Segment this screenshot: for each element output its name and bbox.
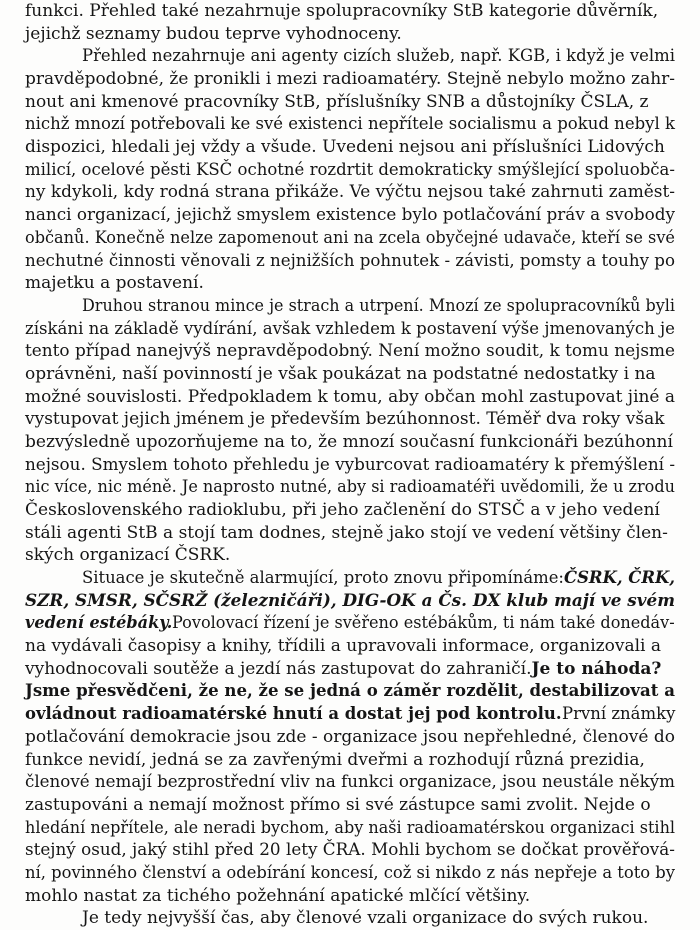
text-segment: ní, povinného členství a odebírání koncesí, což si nikdo z nás nepřeje a toto by bbox=[25, 863, 676, 883]
text-line bbox=[0, 340, 700, 362]
text-line bbox=[0, 771, 700, 793]
text-segment: milicí, ocelové pěsti KSČ ochotné rozdrtit demokraticky smýšlející spoluobča- bbox=[25, 160, 675, 180]
text-segment: Povolovací řízení je svěřeno estébákům, ti nám také donedáv- bbox=[172, 613, 675, 633]
text-segment: zastupováni a nemají možnost přímo si své zástupce sami zvolit. Nejde o bbox=[25, 795, 651, 815]
text-segment: bezvýsledně upozorňujeme na to, že mnozí současní funkcionáři bezúhonní bbox=[25, 432, 673, 452]
text-segment: oprávněni, naší povinností je však poukázat na podstatné nedostatky i na bbox=[25, 364, 656, 384]
text-segment: stáli agenti StB a stojí tam dodnes, stejně jako stojí ve vedení většiny člen- bbox=[25, 523, 668, 543]
text-segment: SZR, SMSR, SČSRŽ (železničáři), DIG-OK a Čs. DX klub mají ve svém bbox=[25, 591, 675, 611]
text-segment: nic více, nic méně. Je naprosto nutné, aby si radioamatéři uvědomili, že u zrodu bbox=[25, 477, 675, 497]
text-line bbox=[0, 635, 700, 657]
text-line bbox=[0, 567, 700, 589]
text-line bbox=[0, 749, 700, 771]
text-segment: Je to náhoda? bbox=[531, 659, 662, 679]
text-segment: ČSRK, ČRK, bbox=[563, 568, 675, 588]
text-segment: vystupovat jejich jménem je především bezúhonnost. Téměř dva roky však bbox=[25, 409, 665, 429]
text-segment: Československého radioklubu, při jeho začlenění do STSČ a v jeho vedení bbox=[25, 500, 660, 520]
text-line bbox=[0, 272, 700, 294]
text-segment: nout ani kmenové pracovníky StB, příslušníky SNB a důstojníky ČSLA, z bbox=[25, 92, 649, 112]
text-line bbox=[0, 726, 700, 748]
text-line bbox=[0, 454, 700, 476]
text-line bbox=[0, 862, 700, 884]
text-segment: občanů. Konečně nelze zapomenout ani na zcela obyčejné udavače, kteří se své bbox=[25, 228, 675, 248]
text-line bbox=[0, 794, 700, 816]
text-line bbox=[0, 113, 700, 135]
text-line bbox=[0, 839, 700, 861]
text-segment: možné souvislosti. Předpokladem k tomu, aby občan mohl zastupovat jiné a bbox=[25, 387, 676, 407]
text-line bbox=[0, 386, 700, 408]
text-line bbox=[0, 658, 700, 680]
text-line bbox=[0, 159, 700, 181]
text-line bbox=[0, 181, 700, 203]
text-line bbox=[0, 227, 700, 249]
text-segment: ovládnout radioamatérské hnutí a dostat jej pod kontrolu. bbox=[25, 704, 562, 724]
text-line bbox=[0, 363, 700, 385]
text-line bbox=[0, 318, 700, 340]
text-segment: funkci. Přehled také nezahrnuje spolupracovníky StB kategorie důvěrník, bbox=[25, 1, 659, 21]
text-line bbox=[0, 590, 700, 612]
text-segment: pravděpodobné, že pronikli i mezi radioamatéry. Stejně nebylo možno zahr- bbox=[25, 69, 676, 89]
text-segment: nichž mnozí potřebovali ke své existenci nepřítele socialismu a pokud nebyl k bbox=[25, 114, 676, 134]
text-line bbox=[0, 431, 700, 453]
text-line bbox=[0, 204, 700, 226]
text-segment: Jsme přesvědčeni, že ne, že se jedná o záměr rozdělit, destabilizovat a bbox=[25, 681, 675, 701]
text-segment: jejichž seznamy budou teprve vyhodnoceny. bbox=[25, 24, 402, 44]
text-line bbox=[0, 295, 700, 317]
text-segment: nechutné činnosti věnovali z nejnižších pohnutek - závisti, pomsty a touhy po bbox=[25, 251, 675, 271]
text-segment: členové nemají bezprostřední vliv na funkci organizace, jsou neustále někým bbox=[25, 772, 675, 792]
text-line bbox=[0, 250, 700, 272]
text-line bbox=[0, 817, 700, 839]
text-segment: dispozici, hledali jej vždy a všude. Uvedeni nejsou ani příslušníci Lidových bbox=[25, 137, 665, 157]
text-line bbox=[0, 408, 700, 430]
text-line bbox=[0, 45, 700, 67]
text-segment: ny kdykoli, kdy rodná strana přikáže. Ve výčtu nejsou také zahrnuti zaměst- bbox=[25, 182, 676, 202]
text-line bbox=[0, 499, 700, 521]
text-segment: nanci organizací, jejichž smyslem existence bylo potlačování práv a svobody bbox=[25, 205, 675, 225]
text-segment: ských organizací ČSRK. bbox=[25, 545, 231, 565]
text-segment: tento případ nanejvýš nepravděpodobný. Není možno soudit, k tomu nejsme bbox=[25, 341, 676, 361]
text-segment: Je tedy nejvyšší čas, aby členové vzali organizace do svých rukou. bbox=[82, 908, 649, 928]
text-line bbox=[0, 703, 700, 725]
text-line bbox=[0, 23, 700, 45]
text-segment: na vydávali časopisy a knihy, třídili a upravovali informace, organizovali a bbox=[25, 636, 661, 656]
text-line bbox=[0, 885, 700, 907]
text-segment: Druhou stranou mince je strach a utrpení. Mnozí ze spolupracovníků byli bbox=[82, 296, 675, 316]
text-segment: funkce nevidí, jedná se za zavřenými dveřmi a rozhodují různá prezidia, bbox=[25, 750, 645, 770]
text-line bbox=[0, 544, 700, 566]
text-segment: Přehled nezahrnuje ani agenty cizích služeb, např. KGB, i když je velmi bbox=[82, 46, 676, 66]
text-segment: majetku a postavení. bbox=[25, 273, 204, 293]
text-segment: potlačování demokracie jsou zde - organizace jsou nepřehledné, členové do bbox=[25, 727, 675, 747]
text-line bbox=[0, 612, 700, 634]
text-line bbox=[0, 68, 700, 90]
text-line bbox=[0, 91, 700, 113]
text-line bbox=[0, 476, 700, 498]
text-segment: První známky bbox=[561, 704, 675, 724]
text-segment: hledání nepřítele, ale neradi bychom, aby naši radioamatérskou organizaci stihl bbox=[25, 818, 676, 838]
text-line bbox=[0, 136, 700, 158]
text-line bbox=[0, 522, 700, 544]
text-line bbox=[0, 680, 700, 702]
text-segment: vedení estébáky. bbox=[25, 613, 173, 633]
text-segment: stejný osud, jaký stihl před 20 lety ČRA. Mohli bychom se dočkat prověřová- bbox=[25, 840, 675, 860]
text-segment: vyhodnocovali soutěže a jezdí nás zastupovat do zahraničí. bbox=[25, 659, 532, 679]
text-line bbox=[0, 0, 700, 22]
text-segment: nejsou. Smyslem tohoto přehledu je vyburcovat radioamatéry k přemýšlení - bbox=[25, 455, 676, 475]
text-segment: získáni na základě vydírání, avšak vzhledem k postavení výše jmenovaných je bbox=[25, 319, 675, 339]
text-segment: mohlo nastat za tichého požehnání apatické mlčící většiny. bbox=[25, 886, 531, 906]
text-segment: Situace je skutečně alarmující, proto znovu připomínáme: bbox=[82, 568, 564, 588]
text-line bbox=[0, 907, 700, 929]
